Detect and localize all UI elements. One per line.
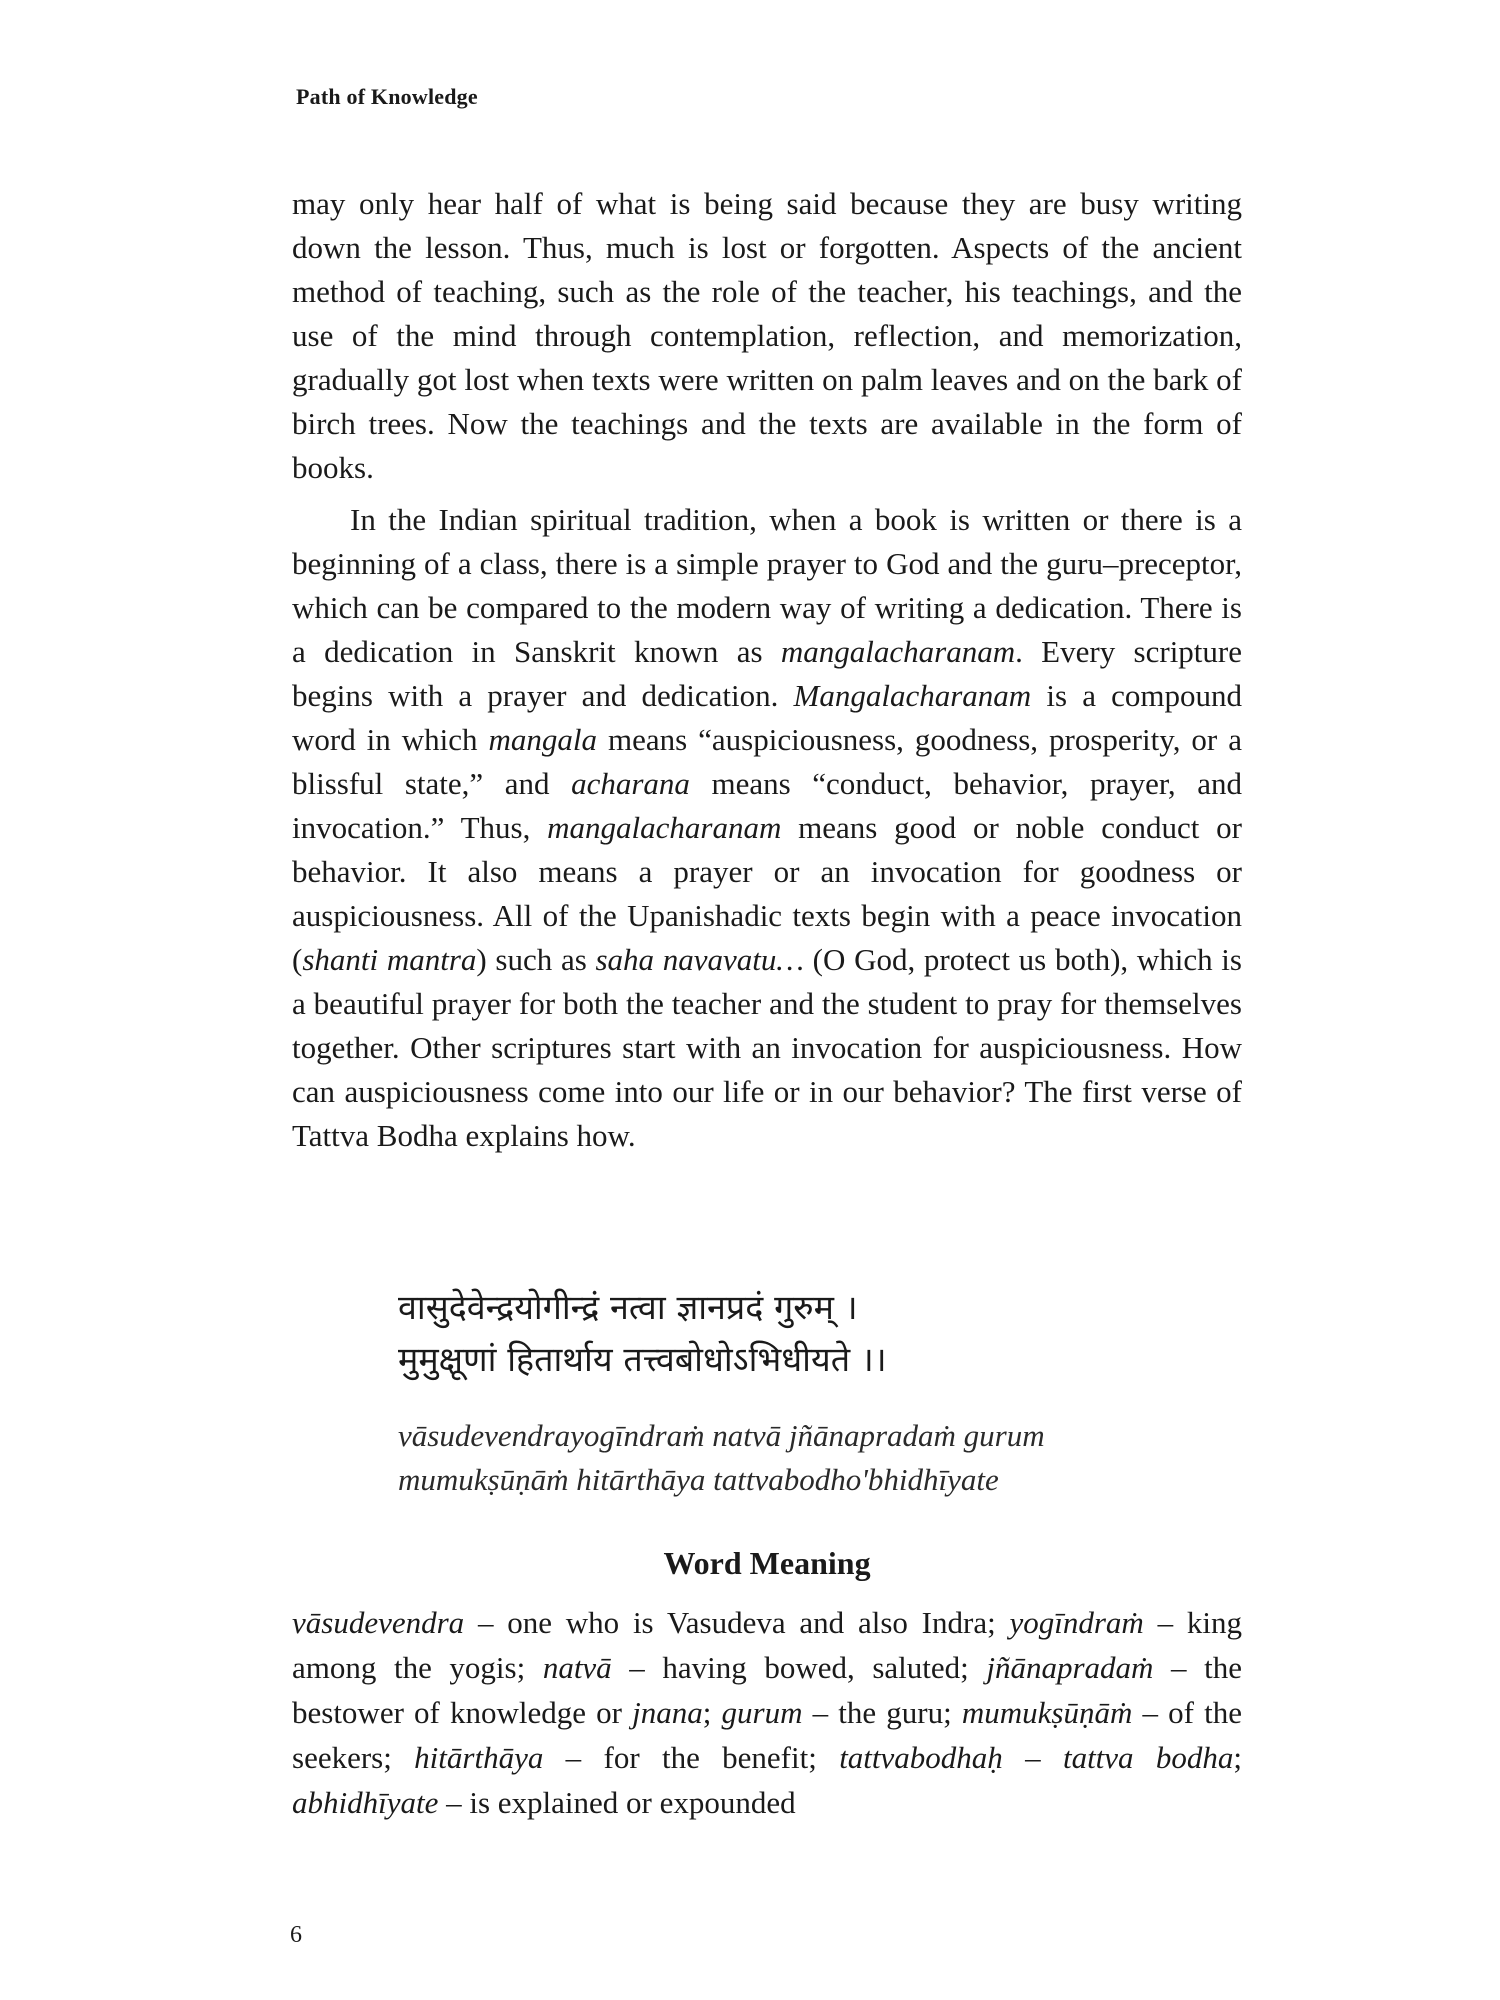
word-definition: – of the seekers;: [292, 1695, 1242, 1775]
word-meaning-paragraph: [292, 1600, 1242, 1825]
italic-term: saha navavatu…: [595, 942, 804, 977]
italic-term: acharana: [571, 766, 690, 801]
text-run: means good or noble conduct or behavior. It also means a prayer or an invocation for goodness or auspiciousness. All of the Upanishadic texts begin with a peace invocation (: [292, 810, 1242, 977]
italic-term: Mangalacharanam: [793, 678, 1032, 713]
word-definition: –: [1002, 1740, 1063, 1775]
word-term: mumukṣūṇāṁ: [961, 1695, 1133, 1730]
word-definition: ;: [1233, 1740, 1243, 1775]
word-definition: – king among the yogis;: [292, 1605, 1242, 1685]
devanagari-line-1: वासुदेवेन्द्रयोगीन्द्रं नत्वा ज्ञानप्रदं गुरुम् ।: [398, 1288, 858, 1328]
word-definition: – is explained or expounded: [438, 1785, 796, 1820]
word-definition: – the bestower of knowledge or: [292, 1650, 1242, 1730]
word-definition: – for the benefit;: [543, 1740, 840, 1775]
italic-term: mangala: [488, 722, 598, 757]
word-term: tattvabodhaḥ: [839, 1740, 1003, 1775]
text-run: . Every scripture begins with a prayer and dedication.: [292, 634, 1243, 713]
text-run: In the Indian spiritual tradition, when a book is written or there is a beginning of a class, there is a simple prayer to God and the guru–preceptor, which can be compared to the modern way of writing a dedication. There is a dedication in Sanskrit known as: [292, 502, 1242, 669]
word-term: gurum: [721, 1695, 803, 1730]
transliteration: [398, 1414, 1218, 1502]
word-term: tattva bodha: [1062, 1740, 1234, 1775]
word-meaning-text: [292, 1600, 1242, 1825]
page-number: 6: [290, 1922, 302, 1948]
word-definition: ;: [702, 1695, 722, 1730]
text-run: is a compound word in which: [292, 678, 1242, 757]
word-term: yogīndraṁ: [1009, 1605, 1144, 1640]
word-definition: – the guru;: [802, 1695, 962, 1730]
italic-term: mangalacharanam: [780, 634, 1016, 669]
body-text: [292, 182, 1242, 1158]
word-term: vāsudevendra: [292, 1605, 465, 1640]
devanagari-line-2: मुमुक्षूणां हितार्थाय तत्त्वबोधोऽभिधीयते ।।: [398, 1340, 887, 1380]
paragraph-2: [292, 498, 1242, 1158]
transliteration-line-2: mumukṣūṇāṁ hitārthāya tattvabodho'bhidhīyate: [398, 1462, 999, 1497]
text-run: ) such as: [476, 942, 596, 977]
word-term: jnana: [632, 1695, 703, 1730]
word-term: jñānapradaṁ: [986, 1650, 1154, 1685]
verse-block: [398, 1282, 1218, 1502]
word-term: natvā: [542, 1650, 612, 1685]
italic-term: mangalacharanam: [547, 810, 782, 845]
paragraph-1: may only hear half of what is being said because they are busy writing down the lesson. Thus, much is lost or forgotten. Aspects of the ancient method of teaching, such as the role of the teacher, his teachings, and the use of the mind through contemplation, reflection, and memorization, gradually got lost when texts were written on palm leaves and on the bark of birch trees. Now the teachings and the texts are available in the form of books.: [292, 186, 1242, 485]
text-run: (O God, protect us both), which is a beautiful prayer for both the teacher and the student to pray for themselves together. Other scriptures start with an invocation for auspiciousness. How can auspiciousness come into our life or in our behavior? The first verse of Tattva Bodha explains how.: [292, 942, 1242, 1153]
transliteration-line-1: vāsudevendrayogīndraṁ natvā jñānapradaṁ gurum: [398, 1418, 1045, 1453]
word-term: abhidhīyate: [292, 1785, 439, 1820]
running-head: Path of Knowledge: [296, 84, 478, 109]
word-definition: – having bowed, saluted;: [611, 1650, 987, 1685]
italic-term: shanti mantra: [302, 942, 477, 977]
text-run: means “conduct, behavior, prayer, and invocation.” Thus,: [292, 766, 1242, 845]
word-definition: – one who is Vasudeva and also Indra;: [464, 1605, 1010, 1640]
text-run: means “auspiciousness, goodness, prosperity, or a blissful state,” and: [292, 722, 1242, 801]
word-term: hitārthāya: [414, 1740, 544, 1775]
section-heading: Word Meaning: [663, 1545, 871, 1581]
